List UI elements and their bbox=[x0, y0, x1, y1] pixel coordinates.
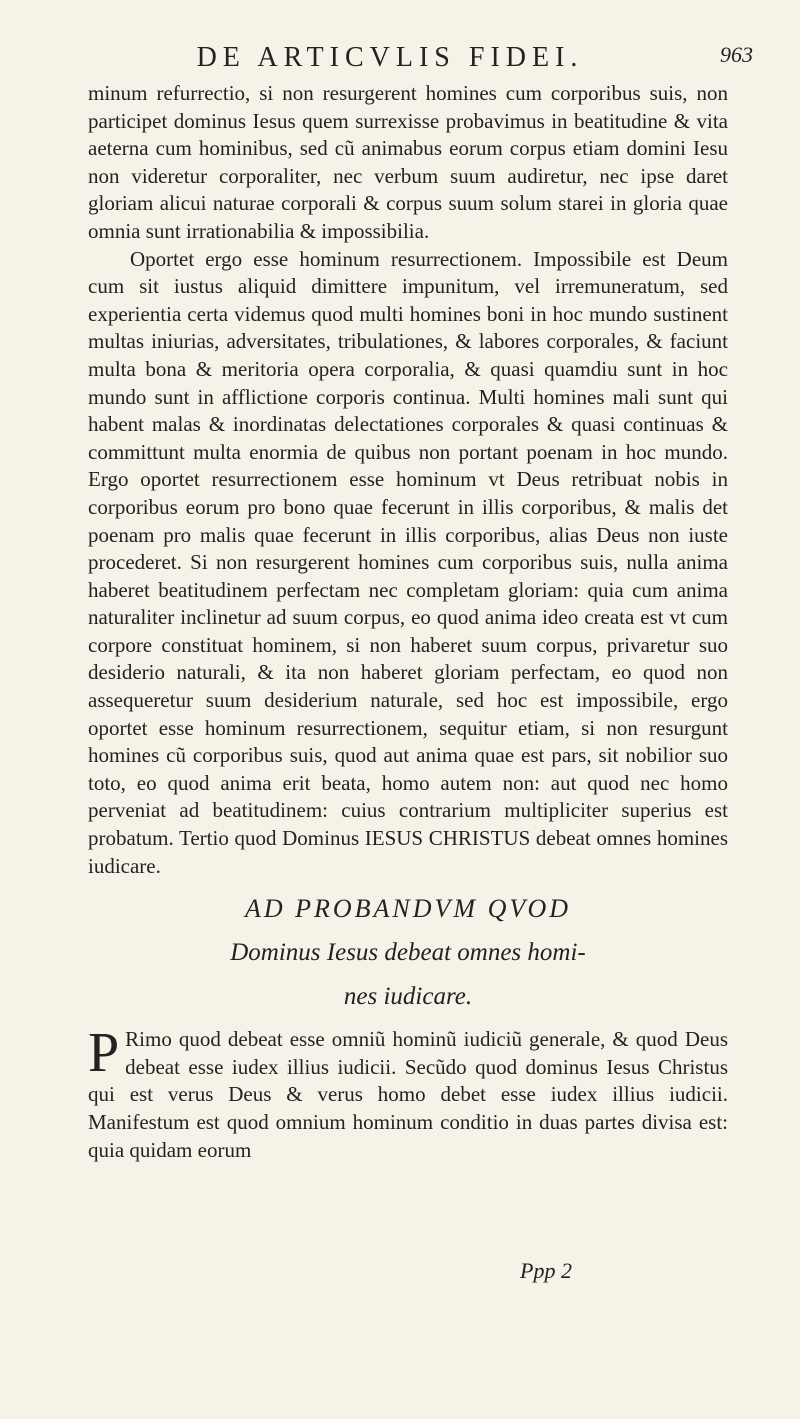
section-heading-line3: nes iudicare. bbox=[343, 983, 473, 1011]
paragraph-2: Oportet ergo esse hominum resurrectionem. Impossibile est Deum cum sit iustus aliquid dimittere impunitum, vel irremuneratum, sed experientia certa videmus quod multi homines boni in hoc mundo sustinent multas iniurias, adversitates, tribulationes, & labores corporales, & faciunt multa bona & meritoria opera corporalia, & quasi quamdiu sunt in hoc mundo sunt in afflictione corporis continua. Multi homines mali sunt qui habent malas & inordinatas delectationes corporales & quasi continuas & committunt multa enormia de quibus non portant poenam in hoc mundo. Ergo oportet resurrectionem esse hominum vt Deus retribuat nobis in corporibus eorum pro bono quae fecerunt in illis corporibus, & malis det poenam pro malis quae fecerunt in illis corporibus, alias Deus non iuste procederet. Si non resurgerent homines cum corporibus suis, nulla anima haberet beatitudinem perfectam nec completam gloriam: quia cum anima naturaliter inclinetur ad suum corpus, eo quod anima ideo creata est vt cum corpore constituat hominem, si non haberet suum corpus, privaretur suo desiderio naturali, & ita non haberet gloriam perfectam, eo quod non assequeretur suum desiderium naturale, sed hoc est impossibile, ergo oportet esse hominum resurrectionem, sequitur etiam, si non resurgunt homines cũ corporibus suis, quod aut anima quae est pars, sit nobilior suo toto, eo quod anima erit beata, homo autem non: aut quod nec homo perveniat ad beatitudinem: cuius contrarium multipliciter superius est probatum. Tertio quod Dominus IESUS CHRISTUS debeat omnes homines iudicare. bbox=[88, 246, 728, 878]
running-title: DE ARTICVLIS FIDEI. bbox=[196, 42, 584, 73]
main-text bbox=[88, 80, 728, 1164]
page-number: 963 bbox=[720, 42, 753, 67]
final-paragraph-text: Rimo quod debeat esse omniũ hominũ iudiciũ generale, & quod Deus debeat esse iudex illius iudicii. Secũdo quod dominus Iesus Christus qui est verus Deus & verus homo debet esse iudex illius iudicii. Manifestum est quod omnium hominum conditio in duas partes divisa est: quia quidam eorum bbox=[88, 1027, 728, 1162]
section-heading-line2: Dominus Iesus debeat omnes homi- bbox=[230, 939, 586, 967]
signature-mark: Ppp 2 bbox=[520, 1258, 572, 1283]
paragraph-1: minum refurrectio, si non resurgerent homines cum corporibus suis, non participet dominus Iesus quem surrexisse probavimus in beatitudine & vita aeterna cum hominibus, sed cũ animabus eorum corpus etiam domini Iesu non videretur corporaliter, nec verbum suum audiretur, nec ipse daret gloriam alicui naturae corporali & corpus suum solum starei in gloria quae omnia sunt irrationabilia & impossibilia. bbox=[88, 81, 728, 243]
final-paragraph bbox=[88, 1022, 728, 1164]
drop-cap: P bbox=[88, 1022, 120, 1085]
section-heading-line1: AD PROBANDVM QVOD bbox=[244, 894, 572, 924]
